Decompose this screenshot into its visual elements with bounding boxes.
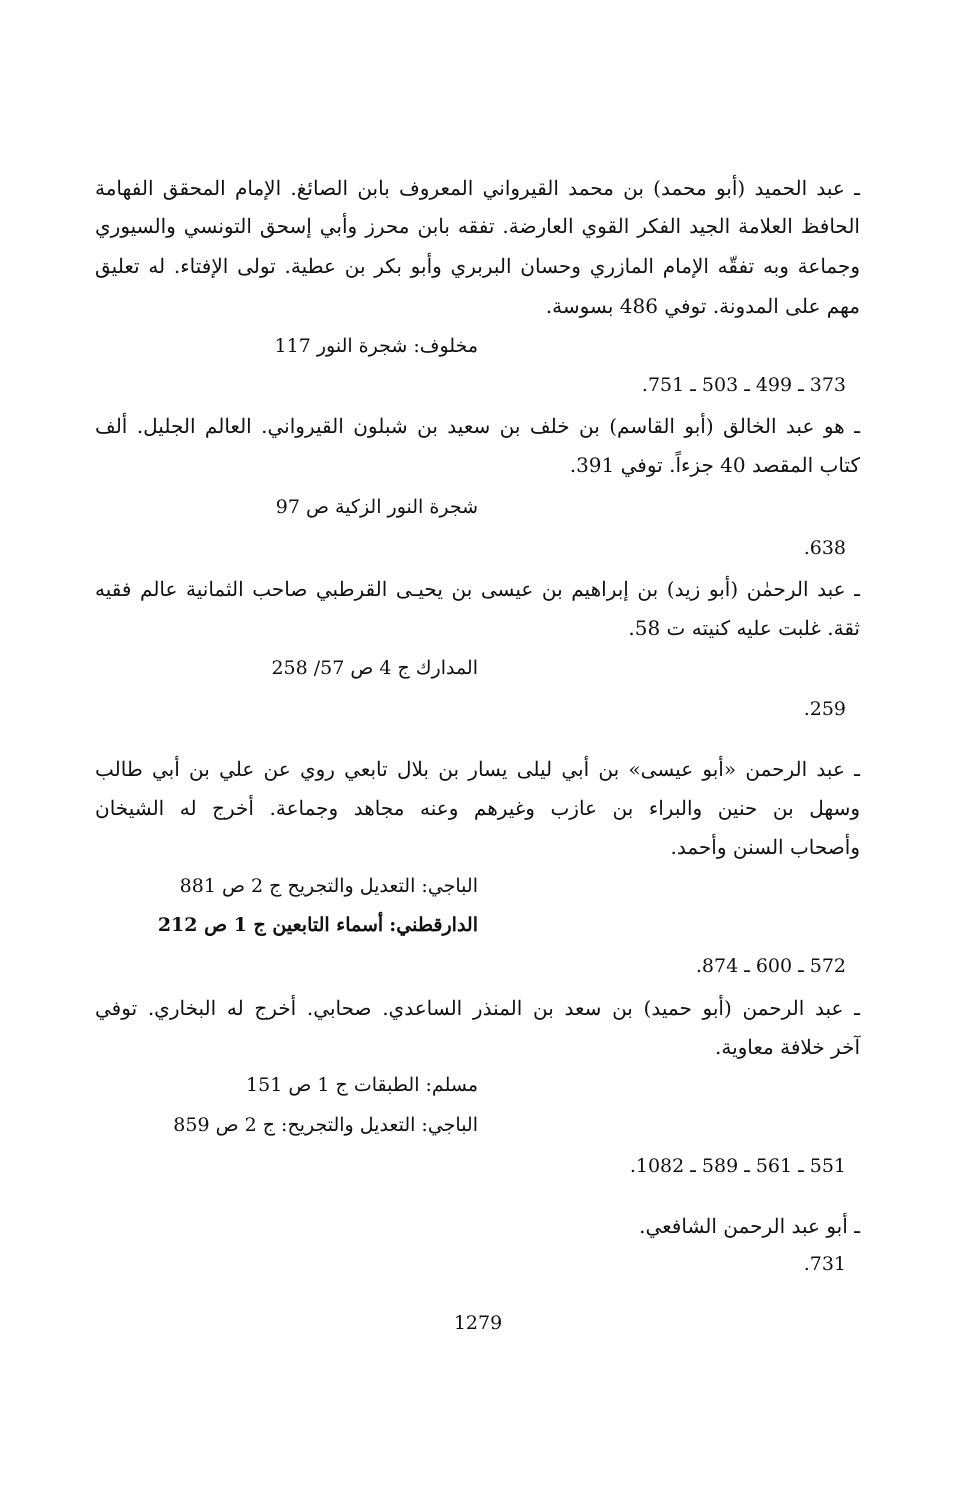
entry-3-line-1: ـ عبد الرحمٰن (أبو زيد) بن إبراهيم بن عيسى بن يحيـى القرطبي صاحب الثمانية عالم فقيه [95,577,860,601]
entry-5-line-1: ـ عبد الرحمن (أبو حميد) بن سعد بن المنذر الساعدي. صحابي. أخرج له البخاري. توفي [95,996,860,1020]
page-number: 1279 [453,1312,503,1334]
entry-1-numbers: 373 ـ 499 ـ 503 ـ 751. [641,374,846,396]
entry-4-line-2: وسهل بن حنين والبراء بن عازب وغيرهم وعنه مجاهد وجماعة. أخرج له الشيخان [95,796,860,820]
entry-3-line-2: ثقة. غلبت عليه كنيته ت 58. [628,616,860,640]
entry-4-ref-2 [158,910,478,940]
entry-2-line-2: كتاب المقصد 40 جزءاً. توفي 391. [569,453,860,477]
entry-1-line-4: مهم على المدونة. توفي 486 بسوسة. [545,294,860,318]
entry-4-line-1: ـ عبد الرحمن «أبو عيسى» بن أبي ليلى يسار بن بلال تابعي روي عن علي بن أبي طالب [95,757,860,781]
entry-6-line-1: ـ أبو عبد الرحمن الشافعي. [639,1214,860,1238]
entry-2-ref-1: شجرة النور الزكية ص 97 [275,496,478,518]
entry-5-ref-1: مسلم: الطبقات ج 1 ص 151 [246,1074,478,1096]
entry-1-line-1: ـ عبد الحميد (أبو محمد) بن محمد القيرواني المعروف بابن الصائغ. الإمام المحقق الفهامة [95,176,860,200]
entry-2-line-1: ـ هو عبد الخالق (أبو القاسم) بن خلف بن سعيد بن شبلون القيرواني. العالم الجليل. ألف [95,414,860,438]
entry-1-line-2: الحافظ العلامة الجيد الفكر القوي العارضة. تفقه بابن محرز وأبي إسحق التونسي والسيوري [95,214,860,238]
entry-4-ref-1: الباجي: التعديل والتجريح ج 2 ص 881 [179,875,478,897]
entry-3-numbers: 259. [803,698,846,720]
entry-4-line-3: وأصحاب السنن وأحمد. [670,835,860,859]
entry-3-ref-1: المدارك ج 4 ص 57/ 258 [271,657,478,679]
entry-1-line-3: وجماعة وبه تفقّه الإمام المازري وحسان البربري وأبو بكر بن عطية. تولى الإفتاء. له تعليق [95,254,860,278]
entry-4-numbers: 572 ـ 600 ـ 874. [695,955,846,977]
entry-1-ref-1: مخلوف: شجرة النور 117 [274,335,478,357]
entry-4-ref-2-rest: أسماء التابعين ج 1 ص 212 [157,914,384,936]
entry-5-line-2: آخر خلافة معاوية. [714,1035,860,1059]
entry-6-numbers: 731. [803,1253,846,1275]
entry-4-ref-2-label: الدارقطني: [389,914,478,936]
entry-5-numbers: 551 ـ 561 ـ 589 ـ 1082. [629,1155,846,1177]
entry-2-numbers: 638. [803,537,846,559]
entry-5-ref-2: الباجي: التعديل والتجريح: ج 2 ص 859 [173,1114,478,1136]
